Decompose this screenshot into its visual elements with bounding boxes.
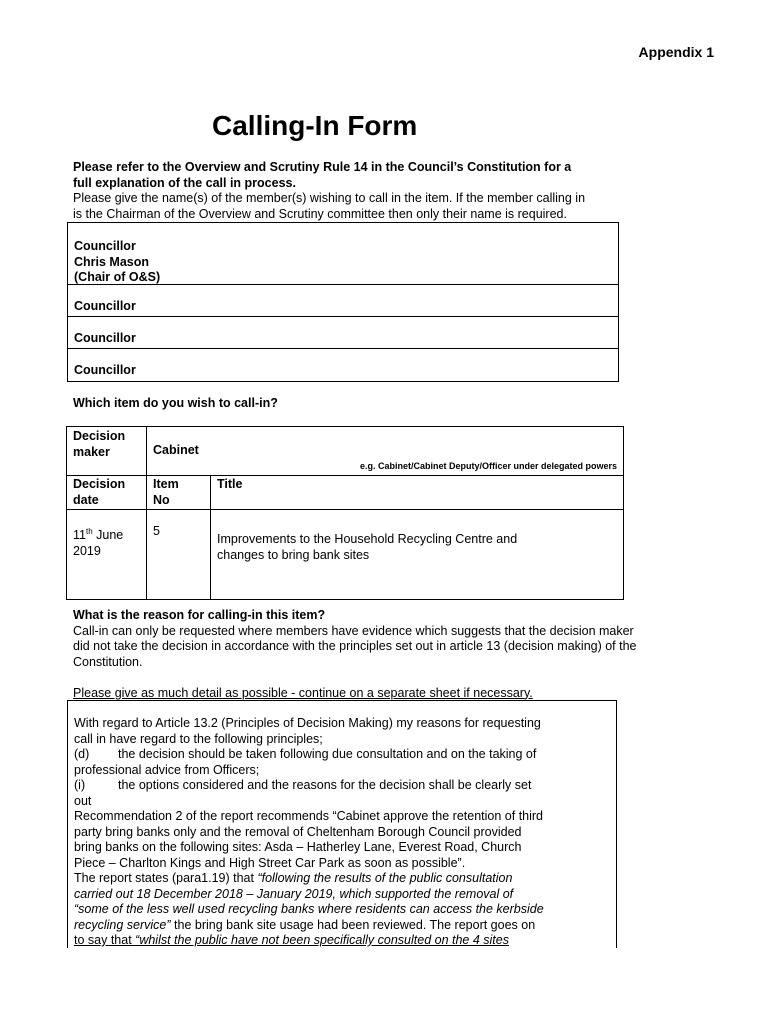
- report-quote-4: recycling service”: [74, 917, 171, 932]
- reason-p1a: With regard to Article 13.2 (Principles of Decision Making) my reasons for requesting: [74, 716, 541, 730]
- report-line-5-plain: to say that: [74, 933, 136, 947]
- principle-i-label: (i): [74, 778, 86, 792]
- decision-maker-cell[interactable]: [147, 427, 624, 476]
- item-table: [66, 426, 624, 600]
- appendix-label: Appendix 1: [638, 44, 714, 60]
- councillor-label: Councillor: [74, 331, 136, 345]
- recommendation-line-2: party bring banks only and the removal of Cheltenham Borough Council provided: [74, 824, 522, 839]
- title-header: Title: [211, 476, 624, 510]
- reason-text-box[interactable]: [67, 700, 617, 948]
- principle-d-label: (d): [74, 747, 90, 761]
- decision-date-month: June: [92, 528, 124, 543]
- principle-i-text-b: out: [74, 793, 92, 808]
- recommendation-line-4: Piece – Charlton Kings and High Street Car Park as soon as possible”.: [74, 855, 466, 870]
- title-value-line-2: changes to bring bank sites: [217, 547, 370, 562]
- decision-maker-hint: e.g. Cabinet/Cabinet Deputy/Officer under delegated powers: [359, 460, 617, 471]
- title-value-line-1: Improvements to the Household Recycling Centre and: [217, 532, 518, 546]
- item-header-row: [67, 476, 624, 510]
- title-value[interactable]: [211, 510, 624, 600]
- reason-p1b: call in have regard to the following principles;: [74, 731, 323, 746]
- councillor-label: Councillor: [74, 363, 136, 377]
- decision-maker-row: [67, 427, 624, 476]
- principle-i-text-a: the options considered and the reasons for the decision shall be clearly set: [118, 778, 532, 792]
- decision-date-header: [67, 476, 147, 510]
- councillor-row-1[interactable]: [68, 223, 618, 285]
- councillor-role: (Chair of O&S): [74, 270, 161, 284]
- decision-date-suffix: th: [85, 527, 93, 536]
- decision-maker-value: Cabinet: [153, 443, 199, 457]
- report-states-plain: The report states (para1.19) that: [74, 871, 258, 885]
- intro-line-3: Please give the name(s) of the member(s) wishing to call in the item. If the member calling in: [73, 191, 586, 205]
- intro-bold-line-2: full explanation of the call in process.: [73, 175, 296, 190]
- councillor-label: Councillor: [74, 239, 136, 253]
- recommendation-line-1: Recommendation 2 of the report recommends “Cabinet approve the retention of third: [74, 809, 544, 823]
- councillor-row-4[interactable]: [68, 349, 618, 381]
- decision-date-year: 2019: [73, 543, 101, 558]
- councillor-label: Councillor: [74, 299, 136, 313]
- principle-d-text-b: professional advice from Officers;: [74, 762, 260, 777]
- item-no-header-line-2: No: [153, 492, 170, 507]
- item-question: Which item do you wish to call-in?: [73, 396, 278, 410]
- item-no-value[interactable]: 5: [147, 510, 211, 600]
- intro-bold-line-1: Please refer to the Overview and Scrutiny Rule 14 in the Council’s Constitution for a: [73, 160, 572, 174]
- report-quote-3: “some of the less well used recycling banks where residents can access the kerbside: [74, 902, 544, 916]
- intro-line-4: is the Chairman of the Overview and Scrutiny committee then only their name is required.: [73, 206, 567, 221]
- report-line-4-plain: the bring bank site usage had been reviewed. The report goes on: [170, 917, 536, 932]
- report-quote-5: “whilst the public have not been specifically consulted on the 4 sites: [135, 933, 509, 947]
- reason-detail-instruction: Please give as much detail as possible - continue on a separate sheet if necessary.: [73, 685, 533, 700]
- councillors-box: [67, 222, 619, 382]
- reason-section: [73, 608, 723, 701]
- intro-text: [73, 160, 673, 222]
- decision-date-value[interactable]: [67, 510, 147, 600]
- principle-d-text-a: the decision should be taken following due consultation and on the taking of: [118, 747, 537, 761]
- decision-date-header-line-1: Decision: [73, 477, 126, 491]
- reason-line-2: did not take the decision in accordance with the principles set out in article 13 (decision making) of the: [73, 639, 637, 653]
- report-quote-1: “following the results of the public consultation: [257, 871, 513, 885]
- decision-maker-label-line-1: Decision: [73, 429, 126, 443]
- decision-date-header-line-2: date: [73, 492, 99, 507]
- councillor-row-2[interactable]: [68, 285, 618, 317]
- recommendation-line-3: bring banks on the following sites: Asda – Hatherley Lane, Everest Road, Church: [74, 840, 522, 854]
- councillor-name: Chris Mason: [74, 254, 150, 269]
- item-no-header-line-1: Item: [153, 477, 179, 491]
- item-value-row: [67, 510, 624, 600]
- reason-line-3: Constitution.: [73, 654, 143, 669]
- item-no-header: [147, 476, 211, 510]
- report-quote-2: carried out 18 December 2018 – January 2019, which supported the removal of: [74, 886, 514, 901]
- councillor-row-3[interactable]: [68, 317, 618, 349]
- decision-maker-label: [67, 427, 147, 476]
- reason-heading: What is the reason for calling-in this item?: [73, 608, 326, 622]
- page-title: Calling-In Form: [212, 110, 418, 141]
- reason-line-1: Call-in can only be requested where members have evidence which suggests that the decision maker: [73, 623, 634, 638]
- decision-date-day: 11: [73, 528, 86, 543]
- decision-maker-label-line-2: maker: [73, 444, 110, 459]
